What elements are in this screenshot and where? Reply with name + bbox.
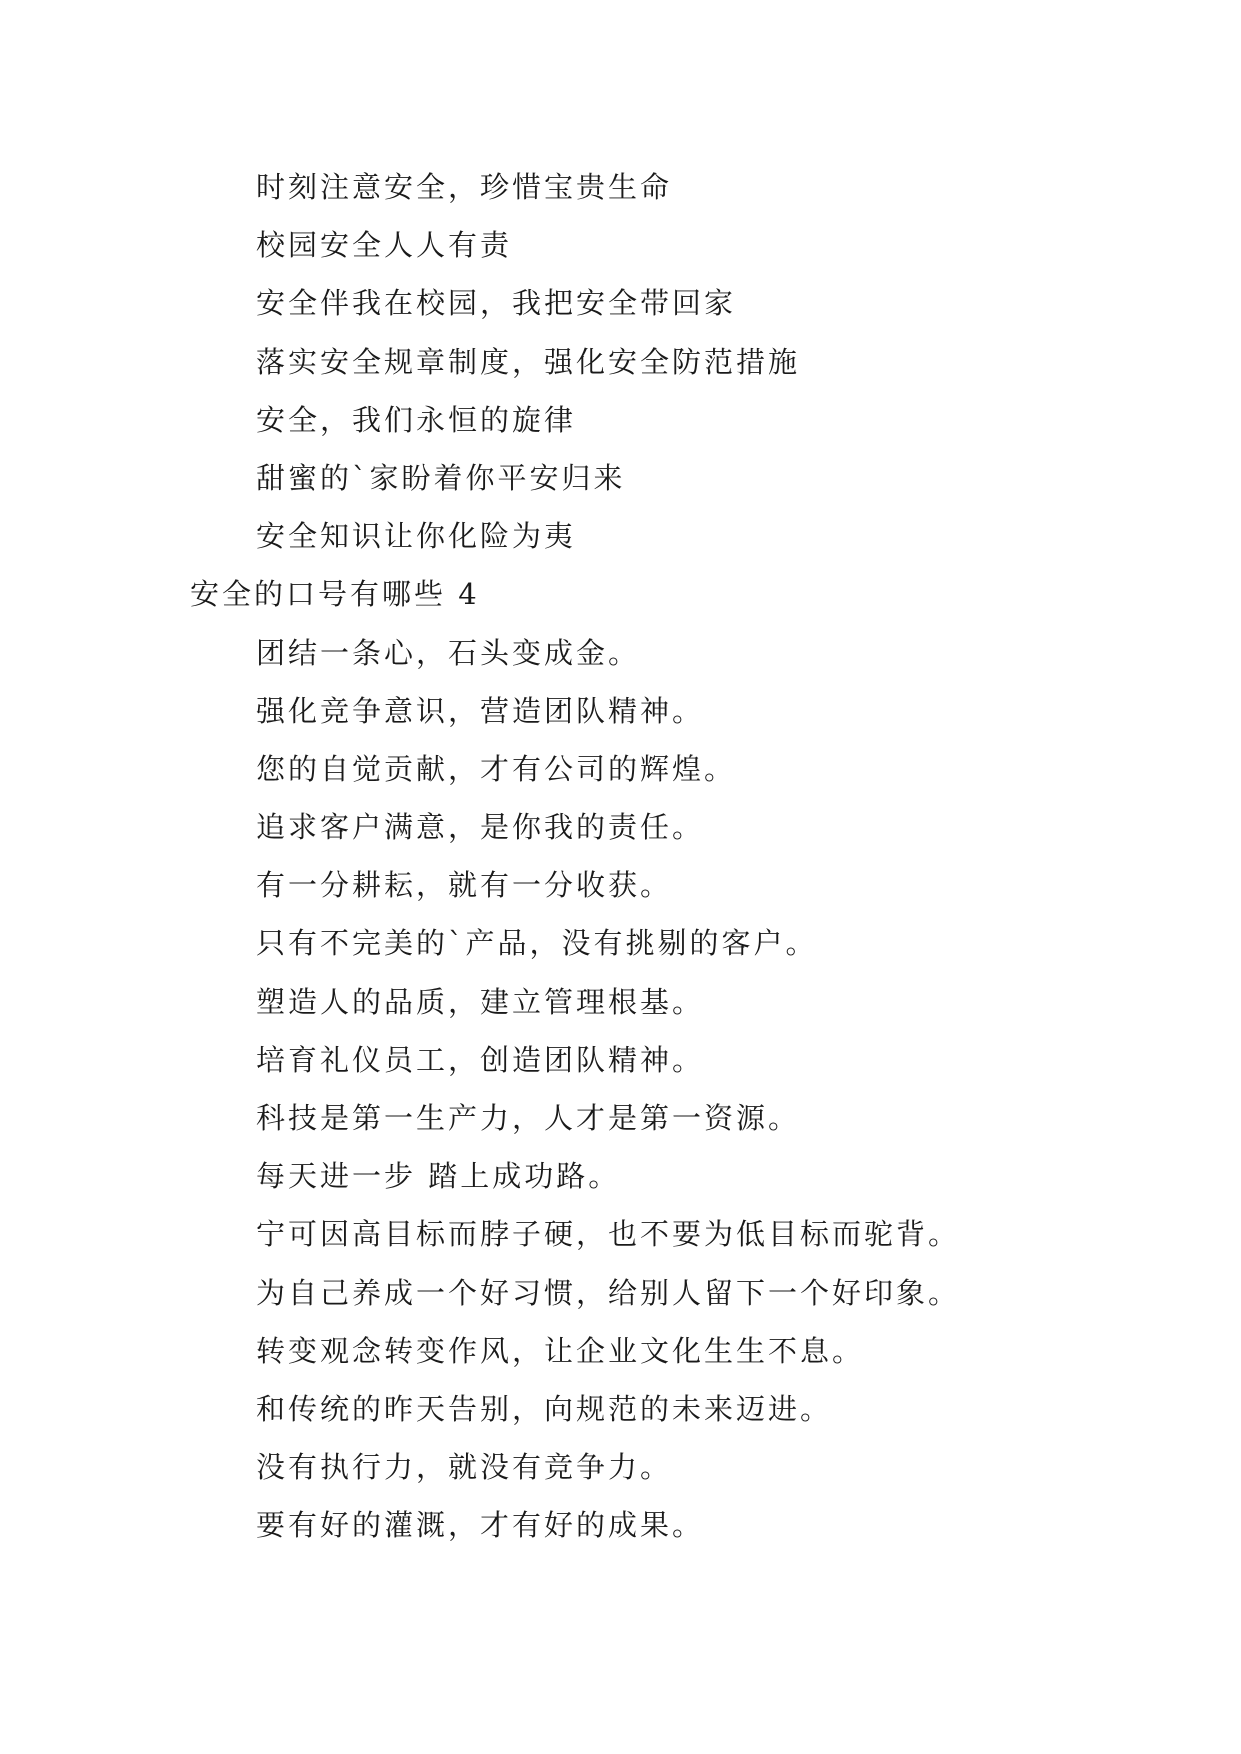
slogan-line: 塑造人的品质，建立管理根基。 xyxy=(256,984,705,1019)
slogan-line: 要有好的灌溉，才有好的成果。 xyxy=(256,1508,705,1543)
document-body xyxy=(190,158,1090,1555)
slogan-line: 甜蜜的`家盼着你平安归来 xyxy=(256,460,626,495)
slogan-line: 培育礼仪员工，创造团队精神。 xyxy=(256,1042,705,1077)
slogan-line: 宁可因高目标而脖子硬，也不要为低目标而驼背。 xyxy=(256,1217,961,1252)
slogan-line: 团结一条心，石头变成金。 xyxy=(256,635,641,670)
slogan-line: 为自己养成一个好习惯，给别人留下一个好印象。 xyxy=(256,1275,961,1310)
slogan-line: 追求客户满意，是你我的责任。 xyxy=(256,810,705,845)
slogan-line: 安全，我们永恒的旋律 xyxy=(256,402,577,437)
slogan-line: 您的自觉贡献，才有公司的辉煌。 xyxy=(256,751,737,786)
section-heading: 安全的口号有哪些 4 xyxy=(190,577,480,612)
slogan-line: 没有执行力，就没有竞争力。 xyxy=(256,1450,673,1485)
slogan-line: 转变观念转变作风，让企业文化生生不息。 xyxy=(256,1333,865,1368)
slogan-line: 有一分耕耘，就有一分收获。 xyxy=(256,868,673,903)
slogan-line: 安全知识让你化险为夷 xyxy=(256,519,577,554)
slogan-line: 校园安全人人有责 xyxy=(256,228,513,263)
slogan-line: 落实安全规章制度，强化安全防范措施 xyxy=(256,344,801,379)
slogan-line: 强化竞争意识，营造团队精神。 xyxy=(256,693,705,728)
slogan-line: 和传统的昨天告别，向规范的未来迈进。 xyxy=(256,1391,833,1426)
slogan-line: 只有不完美的`产品，没有挑剔的客户。 xyxy=(256,926,818,961)
slogan-line: 时刻注意安全，珍惜宝贵生命 xyxy=(256,170,673,204)
slogan-line: 科技是第一生产力，人才是第一资源。 xyxy=(256,1101,801,1135)
slogan-line: 安全伴我在校园，我把安全带回家 xyxy=(256,286,737,321)
slogan-line: 每天进一步 踏上成功路。 xyxy=(256,1159,621,1194)
